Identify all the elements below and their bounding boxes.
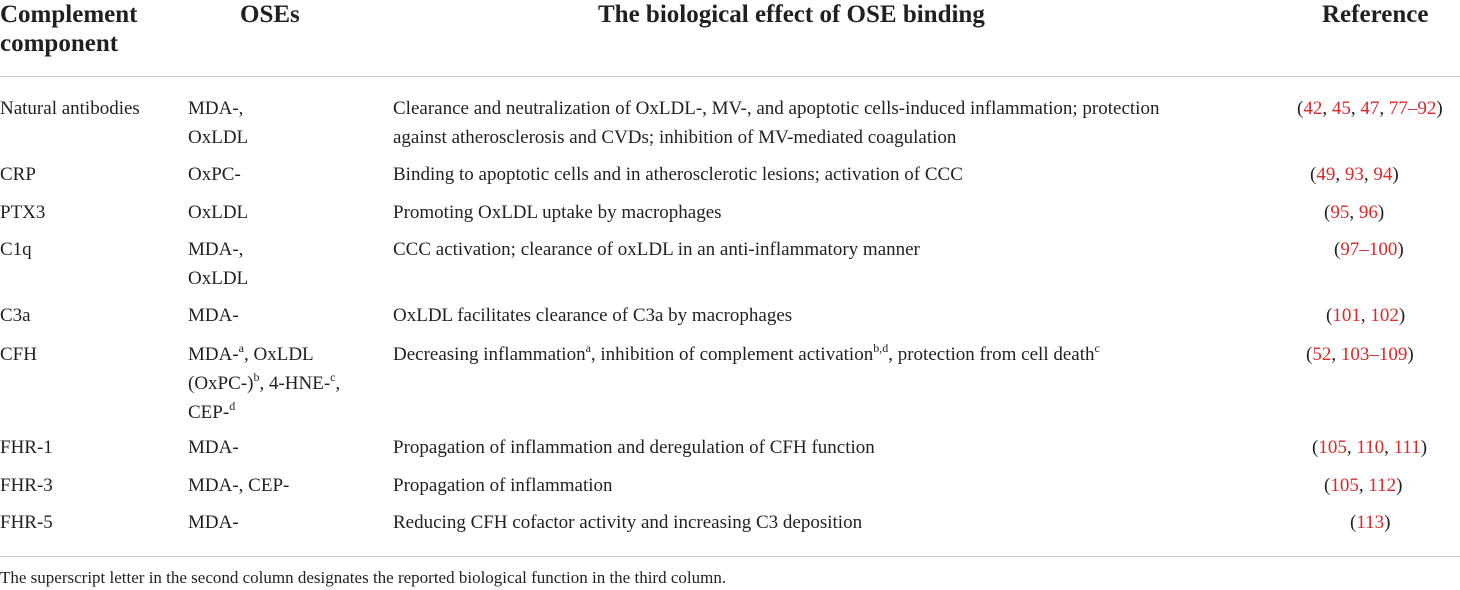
row-component: Natural antibodies [0, 98, 140, 119]
effect-line: Promoting OxLDL uptake by macrophages [393, 202, 722, 223]
row-effect [393, 235, 920, 264]
effect-line: Decreasing inflammation$^a$, inhibition of complement activation$^{b,d}$, protection from cell death$^c$ [393, 341, 1100, 365]
oses-line: MDA- [188, 305, 239, 326]
row-references: (49, 93, 94) [1310, 164, 1399, 185]
row-component: FHR-3 [0, 475, 53, 496]
reference-link[interactable]: 105 [1330, 475, 1359, 496]
effect-line: Propagation of inflammation and deregulation of CFH function [393, 437, 875, 458]
reference-link[interactable]: 105 [1318, 437, 1347, 458]
reference-link[interactable]: 52 [1312, 344, 1332, 365]
reference-link[interactable]: 96 [1358, 202, 1378, 223]
reference-link[interactable]: 49 [1316, 164, 1336, 185]
header-col1-line2: component [0, 30, 119, 57]
row-references: (42, 45, 47, 77–92) [1297, 98, 1443, 119]
effect-line: CCC activation; clearance of oxLDL in an anti-inflammatory manner [393, 239, 920, 260]
reference-link[interactable]: 112 [1368, 475, 1397, 496]
effect-line: Propagation of inflammation [393, 475, 613, 496]
reference-link[interactable]: 110 [1356, 437, 1385, 458]
reference-link[interactable]: 42 [1303, 98, 1323, 119]
row-effect [393, 508, 862, 537]
row-references: (95, 96) [1324, 202, 1385, 223]
row-references: (105, 110, 111) [1312, 437, 1428, 458]
reference-link[interactable]: 113 [1356, 512, 1385, 533]
reference-link[interactable]: 93 [1344, 164, 1364, 185]
row-component: C1q [0, 239, 32, 260]
row-effect [393, 471, 613, 500]
reference-link[interactable]: 97–100 [1340, 239, 1398, 260]
oses-line: MDA-, [188, 239, 244, 260]
reference-link[interactable]: 101 [1332, 305, 1361, 326]
row-references: (52, 103–109) [1306, 344, 1414, 365]
oses-line: MDA-, CEP- [188, 475, 290, 496]
row-oses [188, 94, 248, 152]
oses-line: OxLDL [188, 268, 249, 289]
row-component: CRP [0, 164, 36, 185]
oses-line: MDA- [188, 437, 239, 458]
effect-line: Reducing CFH cofactor activity and increasing C3 deposition [393, 512, 863, 533]
reference-link[interactable]: 111 [1393, 437, 1421, 458]
reference-link[interactable]: 102 [1370, 305, 1399, 326]
row-oses [188, 471, 289, 500]
reference-link[interactable]: 103–109 [1340, 344, 1408, 365]
oses-line: (OxPC-)$^b$, 4-HNE-$^c$, [188, 370, 341, 394]
row-effect [393, 433, 875, 462]
reference-link[interactable]: 47 [1360, 98, 1380, 119]
row-effect [393, 198, 722, 227]
row-references: (113) [1350, 512, 1391, 533]
oses-line: OxLDL [188, 127, 249, 148]
row-oses [188, 301, 239, 330]
row-effect [393, 94, 1159, 152]
row-effect [393, 301, 792, 330]
row-oses [188, 433, 239, 462]
row-component: FHR-5 [0, 512, 53, 533]
effect-line: against atherosclerosis and CVDs; inhibition of MV-mediated coagulation [393, 127, 957, 148]
reference-link[interactable]: 94 [1373, 164, 1393, 185]
reference-link[interactable]: 95 [1330, 202, 1350, 223]
reference-link[interactable]: 77–92 [1388, 98, 1437, 119]
row-component: CFH [0, 344, 37, 365]
row-effect [393, 340, 1100, 369]
header-complement-component [0, 0, 137, 58]
header-rule [0, 76, 1460, 77]
row-component: PTX3 [0, 202, 46, 223]
table-footnote: The superscript letter in the second column designates the reported biological function in the third column. [0, 568, 727, 587]
effect-line: Clearance and neutralization of OxLDL-, MV-, and apoptotic cells-induced inflammation; protection [393, 98, 1160, 119]
row-oses [188, 340, 340, 427]
row-references: (97–100) [1334, 239, 1404, 260]
row-effect [393, 160, 963, 189]
row-oses [188, 160, 241, 189]
oses-line: MDA-$^a$, OxLDL [188, 341, 314, 365]
header-reference: Reference [1322, 1, 1429, 28]
oses-line: OxLDL [188, 202, 249, 223]
header-oses: OSEs [240, 1, 300, 28]
row-oses [188, 508, 239, 537]
header-col1-line1: Complement [0, 1, 138, 28]
row-component: FHR-1 [0, 437, 53, 458]
row-references: (101, 102) [1326, 305, 1406, 326]
row-oses [188, 198, 248, 227]
row-references: (105, 112) [1324, 475, 1403, 496]
oses-line: MDA- [188, 512, 239, 533]
oses-line: OxPC- [188, 164, 241, 185]
effect-line: Binding to apoptotic cells and in atherosclerotic lesions; activation of CCC [393, 164, 963, 185]
row-oses [188, 235, 248, 293]
reference-link[interactable]: 45 [1331, 98, 1351, 119]
oses-line: CEP-$^d$ [188, 399, 236, 423]
header-biological-effect: The biological effect of OSE binding [598, 1, 985, 28]
oses-line: MDA-, [188, 98, 244, 119]
effect-line: OxLDL facilitates clearance of C3a by macrophages [393, 305, 793, 326]
row-component: C3a [0, 305, 31, 326]
footer-rule [0, 556, 1460, 557]
